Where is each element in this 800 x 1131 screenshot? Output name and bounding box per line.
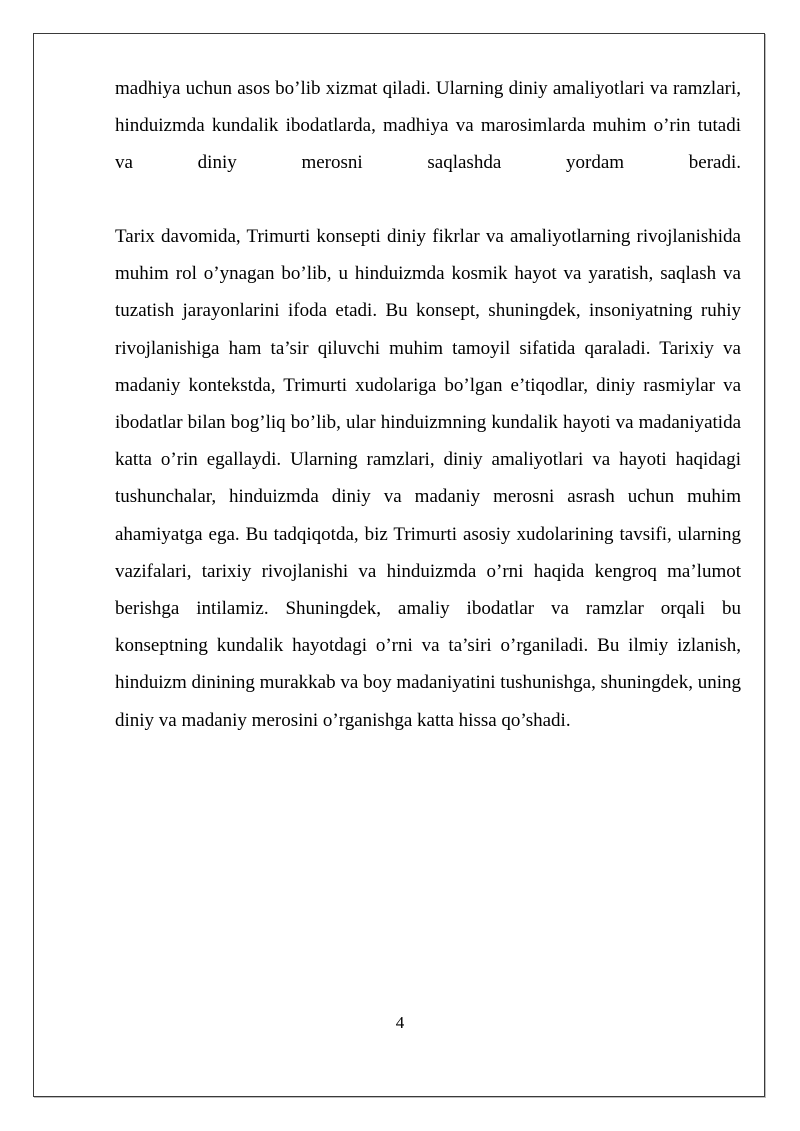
paragraph-2: Tarix davomida, Trimurti konsepti diniy fikrlar va amaliyotlarning rivojlanishida muhim rol o’ynagan bo’lib, u hinduizmda kosmik hayot va yaratish, saqlash va tuzatish jarayonlarini ifoda etadi. Bu konsept, shuningdek, insoniyatning ruhiy rivojlanishiga ham ta’sir qiluvchi muhim tamoyil sifatida qaraladi. Tarixiy va madaniy kontekstda, Trimurti xudolariga bo’lgan e’tiqodlar, diniy rasmiylar va ibodatlar bilan bog’liq bo’lib, ular hinduizmning kundalik hayoti va madaniyatida katta o’rin egallaydi. Ularning ramzlari, diniy amaliyotlari va hayoti haqidagi tushunchalar, hinduizmda diniy va madaniy merosni asrash uchun muhim ahamiyatga ega. Bu tadqiqotda, biz Trimurti asosiy xudolarining tavsifi, ularning vazifalari, tarixiy rivojlanishi va hinduizmda o’rni haqida kengroq ma’lumot berishga intilamiz. Shuningdek, amaliy ibodatlar va ramzlar orqali bu konseptning kundalik hayotdagi o’rni va ta’siri o’rganiladi. Bu ilmiy izlanish, hinduizm dinining murakkab va boy madaniyatini tushunishga, shuningdek, uning diniy va madaniy merosini o’rganishga katta hissa qo’shadi. <box>115 226 741 731</box>
paragraph-1: madhiya uchun asos bo’lib xizmat qiladi. Ularning diniy amaliyotlari va ramzlari, hinduizmda kundalik ibodatlarda, madhiya va marosimlarda muhim o’rin tutadi va diniy merosni saqlashda yordam beradi. <box>115 78 741 174</box>
page-number: 4 <box>395 1013 405 1032</box>
